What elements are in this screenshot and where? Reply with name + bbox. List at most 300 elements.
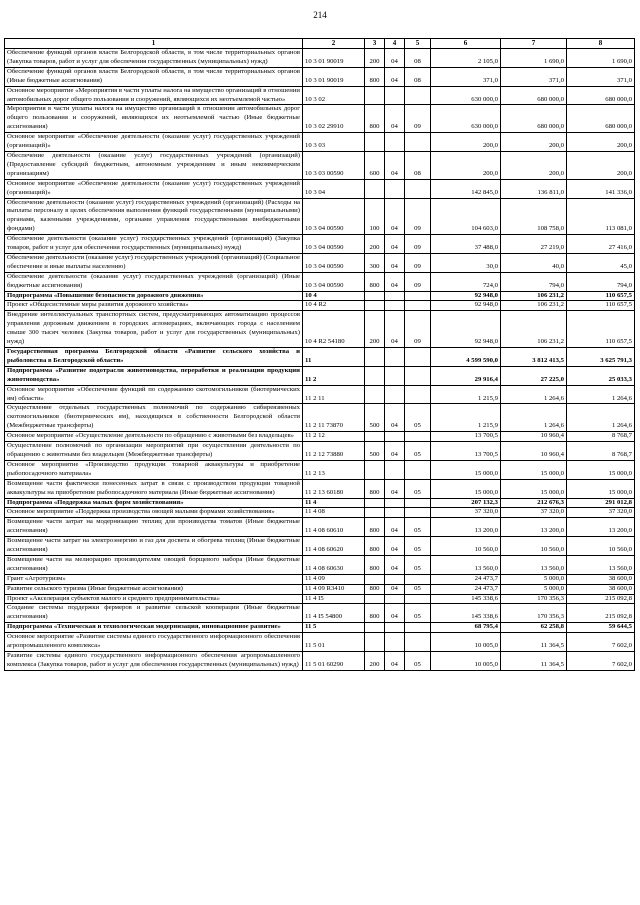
amount-year1-cell: 15 000,0 bbox=[431, 479, 501, 498]
amount-year1-cell: 37 320,0 bbox=[431, 508, 501, 518]
header-cell: 6 bbox=[431, 39, 501, 49]
amount-year2-cell: 1 264,6 bbox=[501, 404, 567, 432]
target-article-cell: 11 4 I5 bbox=[303, 594, 365, 604]
table-row bbox=[5, 652, 635, 671]
subsection-cell: 05 bbox=[405, 604, 431, 623]
row-name-cell: Мероприятия в части уплаты налога на имущество организаций в отношении автомобильных дорог общего пользования и сооружений, являющихся их неотъемлемой частью (Иные бюджетные ассигнования) bbox=[5, 105, 303, 133]
table-row bbox=[5, 272, 635, 291]
table-row bbox=[5, 633, 635, 652]
amount-year1-cell: 29 916,4 bbox=[431, 366, 501, 385]
amount-year1-cell: 13 560,0 bbox=[431, 555, 501, 574]
amount-year2-cell: 136 811,0 bbox=[501, 179, 567, 198]
subsection-cell: 09 bbox=[405, 105, 431, 133]
subsection-cell: 09 bbox=[405, 272, 431, 291]
subsection-cell bbox=[405, 574, 431, 584]
subsection-cell bbox=[405, 508, 431, 518]
amount-year3-cell: 25 033,3 bbox=[567, 366, 635, 385]
table-row bbox=[5, 385, 635, 404]
section-cell: 04 bbox=[385, 404, 405, 432]
amount-year2-cell: 106 231,2 bbox=[501, 311, 567, 348]
amount-year3-cell: 7 602,0 bbox=[567, 633, 635, 652]
row-name-cell: Государственная программа Белгородской области «Развитие сельского хозяйства и рыболовства в Белгородской области» bbox=[5, 348, 303, 367]
target-article-cell: 10 4 bbox=[303, 291, 365, 301]
table-header-row bbox=[5, 39, 635, 49]
row-name-cell: Основное мероприятие «Обеспечение деятельности (оказание услуг) государственных учреждений (организаций)» bbox=[5, 133, 303, 152]
amount-year3-cell: 1 264,6 bbox=[567, 404, 635, 432]
header-cell: 2 bbox=[303, 39, 365, 49]
amount-year1-cell: 13 700,5 bbox=[431, 442, 501, 461]
amount-year1-cell: 92 948,0 bbox=[431, 291, 501, 301]
subsection-cell: 09 bbox=[405, 253, 431, 272]
expense-type-cell bbox=[365, 633, 385, 652]
amount-year2-cell: 108 758,0 bbox=[501, 198, 567, 235]
amount-year2-cell: 10 960,4 bbox=[501, 442, 567, 461]
row-name-cell: Подпрограмма «Повышение безопасности дорожного движения» bbox=[5, 291, 303, 301]
amount-year2-cell: 13 560,0 bbox=[501, 555, 567, 574]
row-name-cell: Возмещение части фактически понесенных затрат в связи с производством продукции товарной аквакультуры на приобретение рыбопосадочного материала (Иные бюджетные ассигнования) bbox=[5, 479, 303, 498]
expense-type-cell bbox=[365, 348, 385, 367]
expense-type-cell bbox=[365, 574, 385, 584]
section-cell bbox=[385, 291, 405, 301]
table-row bbox=[5, 86, 635, 105]
amount-year3-cell: 38 600,0 bbox=[567, 574, 635, 584]
row-name-cell: Внедрение интеллектуальных транспортных систем, предусматривающих автоматизацию процессов управления дорожным движением в городских агломерациях, включающих города с населением свыше 300 тысяч человек (Закупка товаров, работ и услуг для государственных (муниципальных) нужд) bbox=[5, 311, 303, 348]
subsection-cell bbox=[405, 594, 431, 604]
amount-year3-cell: 200,0 bbox=[567, 151, 635, 179]
table-row bbox=[5, 179, 635, 198]
amount-year3-cell: 680 000,0 bbox=[567, 86, 635, 105]
expense-type-cell: 300 bbox=[365, 253, 385, 272]
amount-year2-cell: 170 356,3 bbox=[501, 604, 567, 623]
table-row bbox=[5, 574, 635, 584]
subsection-cell bbox=[405, 498, 431, 508]
target-article-cell: 11 2 11 bbox=[303, 385, 365, 404]
section-cell bbox=[385, 348, 405, 367]
amount-year1-cell: 200,0 bbox=[431, 151, 501, 179]
table-row bbox=[5, 67, 635, 86]
amount-year2-cell: 680 000,0 bbox=[501, 86, 567, 105]
budget-table bbox=[4, 38, 635, 671]
target-article-cell: 11 4 08 60620 bbox=[303, 537, 365, 556]
row-name-cell: Возмещение части затрат на модернизацию теплиц для производства томатов (Иные бюджетные ассигнования) bbox=[5, 518, 303, 537]
table-row bbox=[5, 301, 635, 311]
amount-year1-cell: 13 700,5 bbox=[431, 432, 501, 442]
amount-year2-cell: 1 690,0 bbox=[501, 49, 567, 68]
amount-year3-cell: 794,0 bbox=[567, 272, 635, 291]
section-cell bbox=[385, 366, 405, 385]
section-cell: 04 bbox=[385, 151, 405, 179]
target-article-cell: 11 4 I5 54800 bbox=[303, 604, 365, 623]
amount-year2-cell: 11 364,5 bbox=[501, 633, 567, 652]
page-number: 214 bbox=[313, 10, 327, 20]
section-cell: 04 bbox=[385, 537, 405, 556]
expense-type-cell: 800 bbox=[365, 604, 385, 623]
amount-year3-cell: 110 657,5 bbox=[567, 311, 635, 348]
subsection-cell bbox=[405, 86, 431, 105]
amount-year3-cell: 7 602,0 bbox=[567, 652, 635, 671]
target-article-cell: 11 4 09 R3410 bbox=[303, 584, 365, 594]
table-row bbox=[5, 151, 635, 179]
amount-year3-cell: 1 690,0 bbox=[567, 49, 635, 68]
amount-year1-cell: 142 845,0 bbox=[431, 179, 501, 198]
amount-year3-cell: 1 264,6 bbox=[567, 385, 635, 404]
section-cell bbox=[385, 432, 405, 442]
target-article-cell: 10 3 01 90019 bbox=[303, 67, 365, 86]
expense-type-cell bbox=[365, 623, 385, 633]
amount-year3-cell: 27 416,0 bbox=[567, 235, 635, 254]
section-cell bbox=[385, 574, 405, 584]
row-name-cell: Возмещение части на мелиорацию производителям овощей борщевого набора (Иные бюджетные ассигнования) bbox=[5, 555, 303, 574]
section-cell: 04 bbox=[385, 105, 405, 133]
section-cell: 04 bbox=[385, 652, 405, 671]
target-article-cell: 11 2 bbox=[303, 366, 365, 385]
expense-type-cell: 100 bbox=[365, 198, 385, 235]
amount-year3-cell: 13 560,0 bbox=[567, 555, 635, 574]
section-cell: 04 bbox=[385, 479, 405, 498]
row-name-cell: Основное мероприятие «Обеспечение функций по содержанию скотомогильников (биотермических ям) области» bbox=[5, 385, 303, 404]
target-article-cell: 11 4 09 bbox=[303, 574, 365, 584]
expense-type-cell bbox=[365, 432, 385, 442]
expense-type-cell: 500 bbox=[365, 442, 385, 461]
section-cell bbox=[385, 633, 405, 652]
table-row bbox=[5, 49, 635, 68]
expense-type-cell bbox=[365, 385, 385, 404]
section-cell bbox=[385, 133, 405, 152]
target-article-cell: 11 5 01 60290 bbox=[303, 652, 365, 671]
subsection-cell: 09 bbox=[405, 311, 431, 348]
row-name-cell: Обеспечение деятельности (оказание услуг) государственных учреждений (организаций) (Предоставление субсидий бюджетным, автономным учреждениям и иным некоммерческим организациям) bbox=[5, 151, 303, 179]
amount-year1-cell: 207 132,3 bbox=[431, 498, 501, 508]
subsection-cell: 08 bbox=[405, 49, 431, 68]
row-name-cell: Подпрограмма «Развитие подотрасли животноводства, переработки и реализации продукции животноводства» bbox=[5, 366, 303, 385]
table-row bbox=[5, 366, 635, 385]
row-name-cell: Грант «Агротуризм» bbox=[5, 574, 303, 584]
subsection-cell bbox=[405, 460, 431, 479]
expense-type-cell: 600 bbox=[365, 151, 385, 179]
amount-year2-cell: 37 320,0 bbox=[501, 508, 567, 518]
row-name-cell: Основное мероприятие «Развитие системы единого государственного информационного обеспечения агропромышленного комплекса» bbox=[5, 633, 303, 652]
table-row bbox=[5, 555, 635, 574]
target-article-cell: 10 3 02 bbox=[303, 86, 365, 105]
expense-type-cell bbox=[365, 86, 385, 105]
row-name-cell: Проект «Акселерация субъектов малого и среднего предпринимательства» bbox=[5, 594, 303, 604]
amount-year1-cell: 24 473,7 bbox=[431, 574, 501, 584]
amount-year1-cell: 92 948,0 bbox=[431, 311, 501, 348]
target-article-cell: 11 2 12 bbox=[303, 432, 365, 442]
section-cell: 04 bbox=[385, 555, 405, 574]
row-name-cell: Обеспечение деятельности (оказание услуг) государственных учреждений (организаций) (Иные бюджетные ассигнования) bbox=[5, 272, 303, 291]
target-article-cell: 10 4 R2 bbox=[303, 301, 365, 311]
table-row bbox=[5, 460, 635, 479]
subsection-cell: 09 bbox=[405, 235, 431, 254]
amount-year2-cell: 1 264,6 bbox=[501, 385, 567, 404]
table-row bbox=[5, 235, 635, 254]
section-cell: 04 bbox=[385, 235, 405, 254]
table-row bbox=[5, 311, 635, 348]
amount-year1-cell: 37 488,0 bbox=[431, 235, 501, 254]
expense-type-cell bbox=[365, 594, 385, 604]
expense-type-cell: 200 bbox=[365, 652, 385, 671]
row-name-cell: Основное мероприятие «Мероприятия в части уплаты налога на имущество организаций в отношении автомобильных дорог общего пользования и сооружений, являющихся их неотъемлемой частью» bbox=[5, 86, 303, 105]
amount-year2-cell: 3 812 413,5 bbox=[501, 348, 567, 367]
target-article-cell: 11 2 13 60180 bbox=[303, 479, 365, 498]
table-row bbox=[5, 498, 635, 508]
amount-year1-cell: 630 000,0 bbox=[431, 86, 501, 105]
amount-year1-cell: 630 000,0 bbox=[431, 105, 501, 133]
subsection-cell: 05 bbox=[405, 404, 431, 432]
row-name-cell: Развитие сельского туризма (Иные бюджетные ассигнования) bbox=[5, 584, 303, 594]
table-row bbox=[5, 623, 635, 633]
amount-year3-cell: 8 768,7 bbox=[567, 442, 635, 461]
expense-type-cell bbox=[365, 460, 385, 479]
section-cell bbox=[385, 460, 405, 479]
subsection-cell: 05 bbox=[405, 479, 431, 498]
subsection-cell bbox=[405, 291, 431, 301]
amount-year3-cell: 10 560,0 bbox=[567, 537, 635, 556]
amount-year2-cell: 106 231,2 bbox=[501, 291, 567, 301]
amount-year1-cell: 371,0 bbox=[431, 67, 501, 86]
row-name-cell: Подпрограмма «Техническая и технологическая модернизация, инновационное развитие» bbox=[5, 623, 303, 633]
target-article-cell: 11 2 13 bbox=[303, 460, 365, 479]
amount-year1-cell: 1 215,9 bbox=[431, 404, 501, 432]
table-row bbox=[5, 584, 635, 594]
section-cell: 04 bbox=[385, 442, 405, 461]
row-name-cell: Осуществление отдельных государственных полномочий по содержанию сибиреязвенных скотомогильников (биотермических ям), находящихся в собственности Белгородской области (Межбюджетные трансферты) bbox=[5, 404, 303, 432]
amount-year2-cell: 11 364,5 bbox=[501, 652, 567, 671]
amount-year2-cell: 27 219,0 bbox=[501, 235, 567, 254]
expense-type-cell bbox=[365, 133, 385, 152]
expense-type-cell bbox=[365, 179, 385, 198]
target-article-cell: 11 4 08 bbox=[303, 508, 365, 518]
amount-year1-cell: 24 473,7 bbox=[431, 584, 501, 594]
amount-year2-cell: 10 960,4 bbox=[501, 432, 567, 442]
header-cell: 1 bbox=[5, 39, 303, 49]
amount-year2-cell: 15 000,0 bbox=[501, 460, 567, 479]
row-name-cell: Обеспечение функций органов власти Белгородской области, в том числе территориальных органов (Иные бюджетные ассигнования) bbox=[5, 67, 303, 86]
expense-type-cell bbox=[365, 291, 385, 301]
table-row bbox=[5, 442, 635, 461]
amount-year3-cell: 680 000,0 bbox=[567, 105, 635, 133]
amount-year1-cell: 200,0 bbox=[431, 133, 501, 152]
section-cell bbox=[385, 179, 405, 198]
amount-year3-cell: 110 657,5 bbox=[567, 301, 635, 311]
amount-year1-cell: 15 000,0 bbox=[431, 460, 501, 479]
row-name-cell: Обеспечение деятельности (оказание услуг) государственных учреждений (организаций) (Расходы на выплаты персоналу в целях обеспечения выполнения функций государственными (муниципальными) органами, казенными учреждениями, органами управления государственными внебюджетными фондами) bbox=[5, 198, 303, 235]
amount-year2-cell: 200,0 bbox=[501, 133, 567, 152]
expense-type-cell: 800 bbox=[365, 518, 385, 537]
target-article-cell: 11 5 01 bbox=[303, 633, 365, 652]
section-cell: 04 bbox=[385, 272, 405, 291]
table-row bbox=[5, 537, 635, 556]
header-cell: 8 bbox=[567, 39, 635, 49]
row-name-cell: Обеспечение функций органов власти Белгородской области, в том числе территориальных органов (Закупка товаров, работ и услуг для обеспечения государственных (муниципальных) нужд) bbox=[5, 49, 303, 68]
target-article-cell: 10 4 R2 54180 bbox=[303, 311, 365, 348]
expense-type-cell: 800 bbox=[365, 105, 385, 133]
target-article-cell: 10 3 02 29910 bbox=[303, 105, 365, 133]
subsection-cell bbox=[405, 301, 431, 311]
amount-year3-cell: 200,0 bbox=[567, 133, 635, 152]
table-row bbox=[5, 479, 635, 498]
table-row bbox=[5, 198, 635, 235]
section-cell bbox=[385, 623, 405, 633]
header-cell: 5 bbox=[405, 39, 431, 49]
amount-year2-cell: 200,0 bbox=[501, 151, 567, 179]
section-cell: 04 bbox=[385, 198, 405, 235]
target-article-cell: 11 4 08 60630 bbox=[303, 555, 365, 574]
subsection-cell bbox=[405, 348, 431, 367]
amount-year1-cell: 10 005,0 bbox=[431, 633, 501, 652]
amount-year2-cell: 794,0 bbox=[501, 272, 567, 291]
amount-year1-cell: 68 795,4 bbox=[431, 623, 501, 633]
expense-type-cell: 800 bbox=[365, 555, 385, 574]
expense-type-cell: 500 bbox=[365, 404, 385, 432]
amount-year2-cell: 62 258,8 bbox=[501, 623, 567, 633]
section-cell: 04 bbox=[385, 584, 405, 594]
amount-year1-cell: 10 560,0 bbox=[431, 537, 501, 556]
amount-year3-cell: 13 200,0 bbox=[567, 518, 635, 537]
expense-type-cell: 800 bbox=[365, 479, 385, 498]
section-cell: 04 bbox=[385, 253, 405, 272]
subsection-cell bbox=[405, 623, 431, 633]
amount-year3-cell: 215 092,8 bbox=[567, 594, 635, 604]
target-article-cell: 10 3 01 90019 bbox=[303, 49, 365, 68]
section-cell bbox=[385, 498, 405, 508]
amount-year3-cell: 371,0 bbox=[567, 67, 635, 86]
row-name-cell: Обеспечение деятельности (оказание услуг) государственных учреждений (организаций) (Закупка товаров, работ и услуг для обеспечения государственных (муниципальных) нужд) bbox=[5, 235, 303, 254]
amount-year1-cell: 104 603,0 bbox=[431, 198, 501, 235]
amount-year2-cell: 106 231,2 bbox=[501, 301, 567, 311]
table-row bbox=[5, 604, 635, 623]
table-row bbox=[5, 404, 635, 432]
amount-year1-cell: 92 948,0 bbox=[431, 301, 501, 311]
amount-year3-cell: 15 000,0 bbox=[567, 460, 635, 479]
subsection-cell bbox=[405, 366, 431, 385]
section-cell bbox=[385, 86, 405, 105]
expense-type-cell: 200 bbox=[365, 311, 385, 348]
row-name-cell: Осуществление полномочий по организации мероприятий при осуществлении деятельности по обращению с животными без владельцев (Межбюджетные трансферты) bbox=[5, 442, 303, 461]
expense-type-cell: 800 bbox=[365, 537, 385, 556]
expense-type-cell: 800 bbox=[365, 584, 385, 594]
subsection-cell: 05 bbox=[405, 584, 431, 594]
amount-year2-cell: 5 000,0 bbox=[501, 574, 567, 584]
expense-type-cell: 800 bbox=[365, 272, 385, 291]
amount-year1-cell: 4 599 590,0 bbox=[431, 348, 501, 367]
row-name-cell: Основное мероприятие «Производство продукции товарной аквакультуры и приобретение рыбопосадочного материала» bbox=[5, 460, 303, 479]
amount-year2-cell: 5 000,0 bbox=[501, 584, 567, 594]
row-name-cell: Проект «Общесистемные меры развития дорожного хозяйства» bbox=[5, 301, 303, 311]
subsection-cell: 05 bbox=[405, 518, 431, 537]
table-row bbox=[5, 508, 635, 518]
amount-year3-cell: 3 625 791,3 bbox=[567, 348, 635, 367]
target-article-cell: 10 3 03 00590 bbox=[303, 151, 365, 179]
table-row bbox=[5, 594, 635, 604]
amount-year3-cell: 45,0 bbox=[567, 253, 635, 272]
table-row bbox=[5, 348, 635, 367]
expense-type-cell bbox=[365, 508, 385, 518]
amount-year1-cell: 1 215,9 bbox=[431, 385, 501, 404]
expense-type-cell: 200 bbox=[365, 235, 385, 254]
header-cell: 7 bbox=[501, 39, 567, 49]
subsection-cell bbox=[405, 133, 431, 152]
expense-type-cell bbox=[365, 498, 385, 508]
target-article-cell: 10 3 03 bbox=[303, 133, 365, 152]
header-cell: 3 bbox=[365, 39, 385, 49]
amount-year1-cell: 2 105,0 bbox=[431, 49, 501, 68]
subsection-cell: 09 bbox=[405, 198, 431, 235]
target-article-cell: 11 2 12 73880 bbox=[303, 442, 365, 461]
subsection-cell: 05 bbox=[405, 555, 431, 574]
amount-year3-cell: 141 336,0 bbox=[567, 179, 635, 198]
section-cell bbox=[385, 594, 405, 604]
expense-type-cell: 800 bbox=[365, 67, 385, 86]
expense-type-cell bbox=[365, 301, 385, 311]
target-article-cell: 11 5 bbox=[303, 623, 365, 633]
section-cell bbox=[385, 385, 405, 404]
amount-year2-cell: 371,0 bbox=[501, 67, 567, 86]
table-row bbox=[5, 432, 635, 442]
amount-year3-cell: 59 644,5 bbox=[567, 623, 635, 633]
table-row bbox=[5, 105, 635, 133]
amount-year2-cell: 680 000,0 bbox=[501, 105, 567, 133]
target-article-cell: 10 3 04 bbox=[303, 179, 365, 198]
target-article-cell: 10 3 04 00590 bbox=[303, 198, 365, 235]
section-cell: 04 bbox=[385, 604, 405, 623]
row-name-cell: Обеспечение деятельности (оказание услуг) государственных учреждений (организаций) (Социальное обеспечение и иные выплаты населению) bbox=[5, 253, 303, 272]
subsection-cell bbox=[405, 633, 431, 652]
amount-year1-cell: 145 338,6 bbox=[431, 604, 501, 623]
row-name-cell: Основное мероприятие «Осуществление деятельности по обращению с животными без владельцев» bbox=[5, 432, 303, 442]
target-article-cell: 11 bbox=[303, 348, 365, 367]
section-cell: 04 bbox=[385, 311, 405, 348]
target-article-cell: 11 2 11 73870 bbox=[303, 404, 365, 432]
section-cell: 04 bbox=[385, 49, 405, 68]
subsection-cell: 08 bbox=[405, 67, 431, 86]
subsection-cell: 05 bbox=[405, 652, 431, 671]
subsection-cell: 08 bbox=[405, 151, 431, 179]
expense-type-cell: 200 bbox=[365, 49, 385, 68]
target-article-cell: 10 3 04 00590 bbox=[303, 235, 365, 254]
amount-year3-cell: 8 768,7 bbox=[567, 432, 635, 442]
target-article-cell: 11 4 08 60610 bbox=[303, 518, 365, 537]
subsection-cell: 05 bbox=[405, 442, 431, 461]
table-row bbox=[5, 291, 635, 301]
section-cell bbox=[385, 508, 405, 518]
amount-year1-cell: 724,0 bbox=[431, 272, 501, 291]
section-cell: 04 bbox=[385, 518, 405, 537]
amount-year2-cell: 170 356,3 bbox=[501, 594, 567, 604]
table-row bbox=[5, 133, 635, 152]
table-row bbox=[5, 253, 635, 272]
subsection-cell bbox=[405, 385, 431, 404]
row-name-cell: Возмещение части затрат на электроэнергию и газ для досвета и обогрева теплиц (Иные бюджетные ассигнования) bbox=[5, 537, 303, 556]
header-cell: 4 bbox=[385, 39, 405, 49]
subsection-cell bbox=[405, 179, 431, 198]
subsection-cell: 05 bbox=[405, 537, 431, 556]
target-article-cell: 11 4 bbox=[303, 498, 365, 508]
expense-type-cell bbox=[365, 366, 385, 385]
row-name-cell: Основное мероприятие «Поддержка производства овощей малыми формами хозяйствования» bbox=[5, 508, 303, 518]
amount-year2-cell: 27 225,0 bbox=[501, 366, 567, 385]
subsection-cell bbox=[405, 432, 431, 442]
amount-year3-cell: 37 320,0 bbox=[567, 508, 635, 518]
section-cell: 04 bbox=[385, 67, 405, 86]
amount-year1-cell: 10 005,0 bbox=[431, 652, 501, 671]
amount-year3-cell: 215 092,8 bbox=[567, 604, 635, 623]
table-row bbox=[5, 518, 635, 537]
section-cell bbox=[385, 301, 405, 311]
amount-year1-cell: 145 338,6 bbox=[431, 594, 501, 604]
row-name-cell: Развитие системы единого государственного информационного обеспечения агропромышленного комплекса (Закупка товаров, работ и услуг для обеспечения государственных (муниципальных) нужд) bbox=[5, 652, 303, 671]
